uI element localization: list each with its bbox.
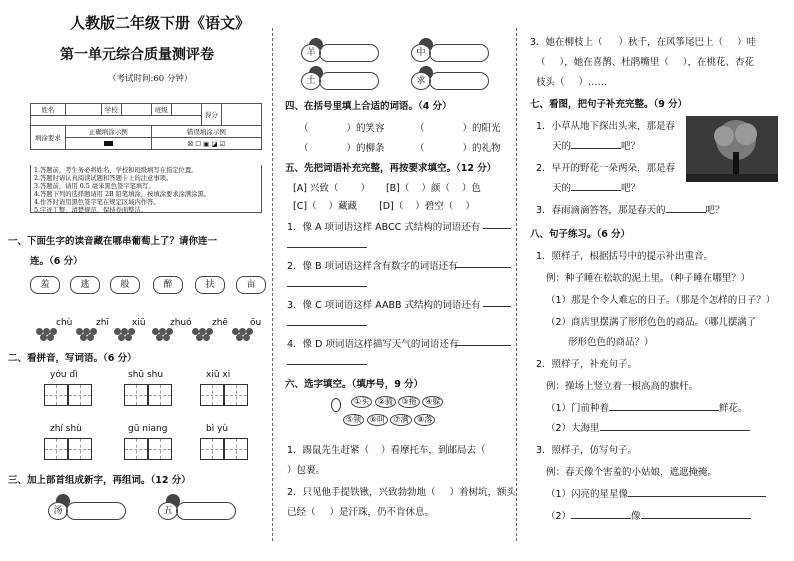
tree-icon xyxy=(686,116,778,182)
q7-sentence-1: 1．小草从地下探出头来，那是春 xyxy=(536,121,676,132)
correct-fill-example xyxy=(65,138,151,150)
option: ②骑 xyxy=(375,396,396,408)
grape-icon xyxy=(192,328,214,342)
grape-icon xyxy=(114,328,136,342)
q1-title-2: 连。（6 分） xyxy=(30,256,83,267)
option: ①买 xyxy=(351,396,372,408)
writing-grid[interactable] xyxy=(44,438,68,460)
q4-title: 四、在括号里填上合适的词语。（4 分） xyxy=(285,101,452,112)
grape-icon xyxy=(76,328,98,342)
note-item: 2.答题时请认真阅读试题和答题卡上的注意事项。 xyxy=(34,175,173,182)
name-field[interactable] xyxy=(65,104,101,116)
answer-capsule[interactable] xyxy=(319,72,379,90)
writing-grid[interactable] xyxy=(68,384,92,406)
answer-line[interactable] xyxy=(287,355,367,365)
q8-3-2[interactable]: （2） 像 xyxy=(546,508,751,522)
q8-3-1[interactable]: （1）闪亮的星星像 xyxy=(546,486,766,500)
page-title: 人教版二年级下册《语文》 xyxy=(70,14,251,32)
q8-1-2: （2）商店里摆满了形形色色的商品。（哪儿摆满了 xyxy=(546,317,757,328)
q8-part-3: 3．照样子，仿写句子。 xyxy=(536,445,638,456)
answer-capsule[interactable] xyxy=(429,44,489,62)
q8-part-1: 1．照样子，根据括号中的提示补出重音。 xyxy=(536,251,714,262)
q8-title: 八、句子练习。（6 分） xyxy=(530,229,631,240)
writing-grid[interactable] xyxy=(148,384,172,406)
char-card: 般 xyxy=(110,276,140,294)
writing-grid[interactable] xyxy=(124,384,148,406)
q5-item-1: 1．像 A 项词语这样 ABCC 式结构的词语还有 xyxy=(287,222,481,233)
fill-label: 填涂要求 xyxy=(31,126,66,150)
q7-sentence-1-end[interactable]: 天的 吧？ xyxy=(552,141,641,152)
answer-line[interactable] xyxy=(483,297,511,307)
option: ⑧落 xyxy=(414,414,435,426)
q6-title: 六、选字填空。（填序号，9 分） xyxy=(285,379,424,390)
q6-sentence-1-end: ）包裹。 xyxy=(287,465,326,476)
info-row-blank xyxy=(31,116,202,126)
q6-options-row-2 xyxy=(343,414,435,426)
answer-capsule[interactable] xyxy=(319,44,379,62)
grape-pinyin: zhuó xyxy=(170,318,192,328)
q6-sentence-2[interactable]: 2．只见他手提铁锹，兴致勃勃地（ ）着树坑，额头 xyxy=(287,487,517,498)
class-field[interactable] xyxy=(171,104,201,116)
q5-row-2[interactable]: [C]（ ）藏藏 [D]（ ）碧空（ ） xyxy=(293,201,475,212)
grape-pinyin: chù xyxy=(56,318,73,328)
radical-char: 求 xyxy=(411,72,431,90)
writing-grid[interactable] xyxy=(224,438,248,460)
option: ④躲 xyxy=(422,396,443,408)
q2-pinyin: xiū xi xyxy=(206,370,231,380)
q4-item[interactable]: （ ）的柳条 xyxy=(299,143,385,154)
char-card: 醉 xyxy=(153,276,183,294)
q3-title: 三、加上部首组成新字，再组词。（12 分） xyxy=(8,475,191,486)
score-field[interactable] xyxy=(222,104,262,126)
grape-icon xyxy=(152,328,174,342)
info-table xyxy=(30,103,262,150)
q2-pinyin: bì yù xyxy=(206,424,229,434)
q4-item[interactable]: （ ）的阳光 xyxy=(415,123,501,134)
q2-pinyin: shū shu xyxy=(128,370,164,380)
q8-2-2[interactable]: （2）大海里 xyxy=(546,420,750,434)
q7-sentence-2: 2．早开的野花一朵两朵，那是春 xyxy=(536,163,676,174)
writing-grid[interactable] xyxy=(124,438,148,460)
radical-char: 中 xyxy=(411,44,431,62)
grape-pinyin: zhē xyxy=(212,318,228,328)
exam-time: （考试时间:60 分钟） xyxy=(108,74,193,84)
writing-grid[interactable] xyxy=(224,384,248,406)
q6-sentence-3-line-2[interactable]: （ ），她在喜鹊、杜鹃嘴里（ ），在桃花、杏花 xyxy=(536,57,755,68)
answer-capsule[interactable] xyxy=(66,502,126,520)
answer-line[interactable] xyxy=(287,277,367,287)
char-card: 扶 xyxy=(195,276,225,294)
answer-capsule[interactable] xyxy=(176,502,236,520)
column-right xyxy=(518,0,794,561)
q4-item[interactable]: （ ）的礼物 xyxy=(415,143,501,154)
q8-2-1[interactable]: （1）门前种着 鲜花。 xyxy=(546,403,748,414)
grape-icon xyxy=(232,328,254,342)
option: ③拖 xyxy=(398,396,419,408)
q8-1-2-cont: 形形色色的商品？） xyxy=(568,337,654,348)
writing-grid[interactable] xyxy=(200,384,224,406)
note-item: 3.答题前，请用 0.5 毫米黑色签字笔填写。 xyxy=(34,183,155,190)
school-field[interactable] xyxy=(121,104,151,116)
char-card: 羞 xyxy=(30,276,60,294)
page-subtitle: 第一单元综合质量测评卷 xyxy=(60,47,214,63)
column-divider xyxy=(272,28,273,541)
q2-title: 二、看拼音，写词语。（6 分） xyxy=(8,353,137,364)
q5-item-4: 4．像 D 项词语这样描写天气的词语还有 xyxy=(287,339,459,350)
q4-item[interactable]: （ ）的笑容 xyxy=(299,123,385,134)
q6-options-row-1 xyxy=(351,396,443,408)
note-item: 1.答题前，考生务必将姓名、学校和班级填写在指定位置。 xyxy=(34,167,198,174)
q8-1-1: （1）那是个令人难忘的日子。（那是个怎样的日子？） xyxy=(546,295,776,306)
writing-grid[interactable] xyxy=(68,438,92,460)
char-card: 亩 xyxy=(236,276,266,294)
q6-sentence-2-end[interactable]: 已经（ ）是汗珠，仍不肯休息。 xyxy=(287,507,435,518)
q8-part-2: 2．照样子，补充句子。 xyxy=(536,359,638,370)
q5-row-1[interactable]: [A] 兴致（ ） [B]（ ）颜（ ）色 xyxy=(293,183,481,194)
option: ⑦满 xyxy=(390,414,411,426)
answer-line[interactable] xyxy=(455,258,511,268)
q7-title: 七、看图，把句子补充完整。（9 分） xyxy=(530,99,688,110)
q7-sentence-2-end[interactable]: 天的 吧？ xyxy=(552,183,641,194)
option: ⑥叫 xyxy=(367,414,388,426)
q2-pinyin: yóu dì xyxy=(50,370,78,380)
wrong-fill-label: 错误填涂示例 xyxy=(151,126,261,138)
radical-char: 土 xyxy=(301,72,321,90)
column-left xyxy=(0,0,275,561)
q5-item-3: 3．像 C 项词语这样 AABB 式结构的词语还有 xyxy=(287,300,481,311)
q6-sentence-1[interactable]: 1．踢鼠先生赶紧（ ）看摩托车，到邮局去（ xyxy=(287,445,486,456)
grape-pinyin: zhī xyxy=(96,318,109,328)
option: ⑤领 xyxy=(343,414,364,426)
column-divider xyxy=(516,28,517,541)
q2-pinyin: gū niang xyxy=(128,424,168,434)
q5-item-2: 2．像 B 项词语这样含有数字的词语还有 xyxy=(287,261,458,272)
correct-fill-label: 正确填涂示例 xyxy=(65,126,151,138)
grape-pinyin: xiū xyxy=(132,318,146,328)
radical-char: 汤 xyxy=(48,502,68,520)
q8-example-1: 例：种子睡在松软的泥土里。（种子睡在哪里？） xyxy=(546,273,751,284)
q8-example-2: 例：操场上竖立着一根高高的旗杆。 xyxy=(546,381,699,392)
spring-tree-picture xyxy=(686,116,778,182)
q8-example-3: 例：春天像个害羞的小姑娘，遮遮掩掩。 xyxy=(546,467,718,478)
q6-sentence-3[interactable]: 3．她在柳枝上（ ）秋千，在风筝尾巴上（ ）哇 xyxy=(530,37,757,48)
notes-box xyxy=(30,165,262,213)
class-label: 班级 xyxy=(151,104,171,116)
radical-char: 羊 xyxy=(301,44,321,62)
note-item: 5.字迹工整，清楚规范，保持卷面整洁。 xyxy=(34,207,148,214)
grape-pinyin: ōu xyxy=(250,318,262,328)
answer-line[interactable] xyxy=(287,238,367,248)
char-card: 逃 xyxy=(70,276,100,294)
writing-grid[interactable] xyxy=(44,384,68,406)
balloon-icon xyxy=(331,398,341,412)
writing-grid[interactable] xyxy=(148,438,172,460)
q6-sentence-3-line-3[interactable]: 枝头（ ）…… xyxy=(536,77,608,88)
answer-line[interactable] xyxy=(455,336,511,346)
score-label: 得分 xyxy=(201,104,221,126)
name-label: 姓名 xyxy=(31,104,66,116)
answer-capsule[interactable] xyxy=(429,72,489,90)
q1-title: 一、下面生字的读音藏在哪串葡萄上了？请你连一 xyxy=(8,236,218,247)
wrong-fill-example: ☒ ☐ ▣ ◪ ☑ xyxy=(151,138,261,150)
school-label: 学校 xyxy=(101,104,121,116)
grape-icon xyxy=(36,328,58,342)
q7-sentence-3[interactable]: 3．春雨滴滴答答，那是春天的 吧？ xyxy=(536,205,725,216)
radical-char: 五 xyxy=(158,502,178,520)
note-item: 4.答题下列的选择题请用 2B 铅笔填涂，按填涂要求涂满涂黑。 xyxy=(34,191,211,198)
answer-line[interactable] xyxy=(483,219,511,229)
note-item: 4.作答时请用黑色签字笔在规定区域内作答。 xyxy=(34,199,160,206)
q5-title: 五、先把词语补充完整，再按要求填空。（12 分） xyxy=(285,163,497,174)
writing-grid[interactable] xyxy=(200,438,224,460)
answer-line[interactable] xyxy=(287,316,367,326)
column-middle xyxy=(275,0,518,561)
q2-pinyin: zhí shù xyxy=(50,424,82,434)
